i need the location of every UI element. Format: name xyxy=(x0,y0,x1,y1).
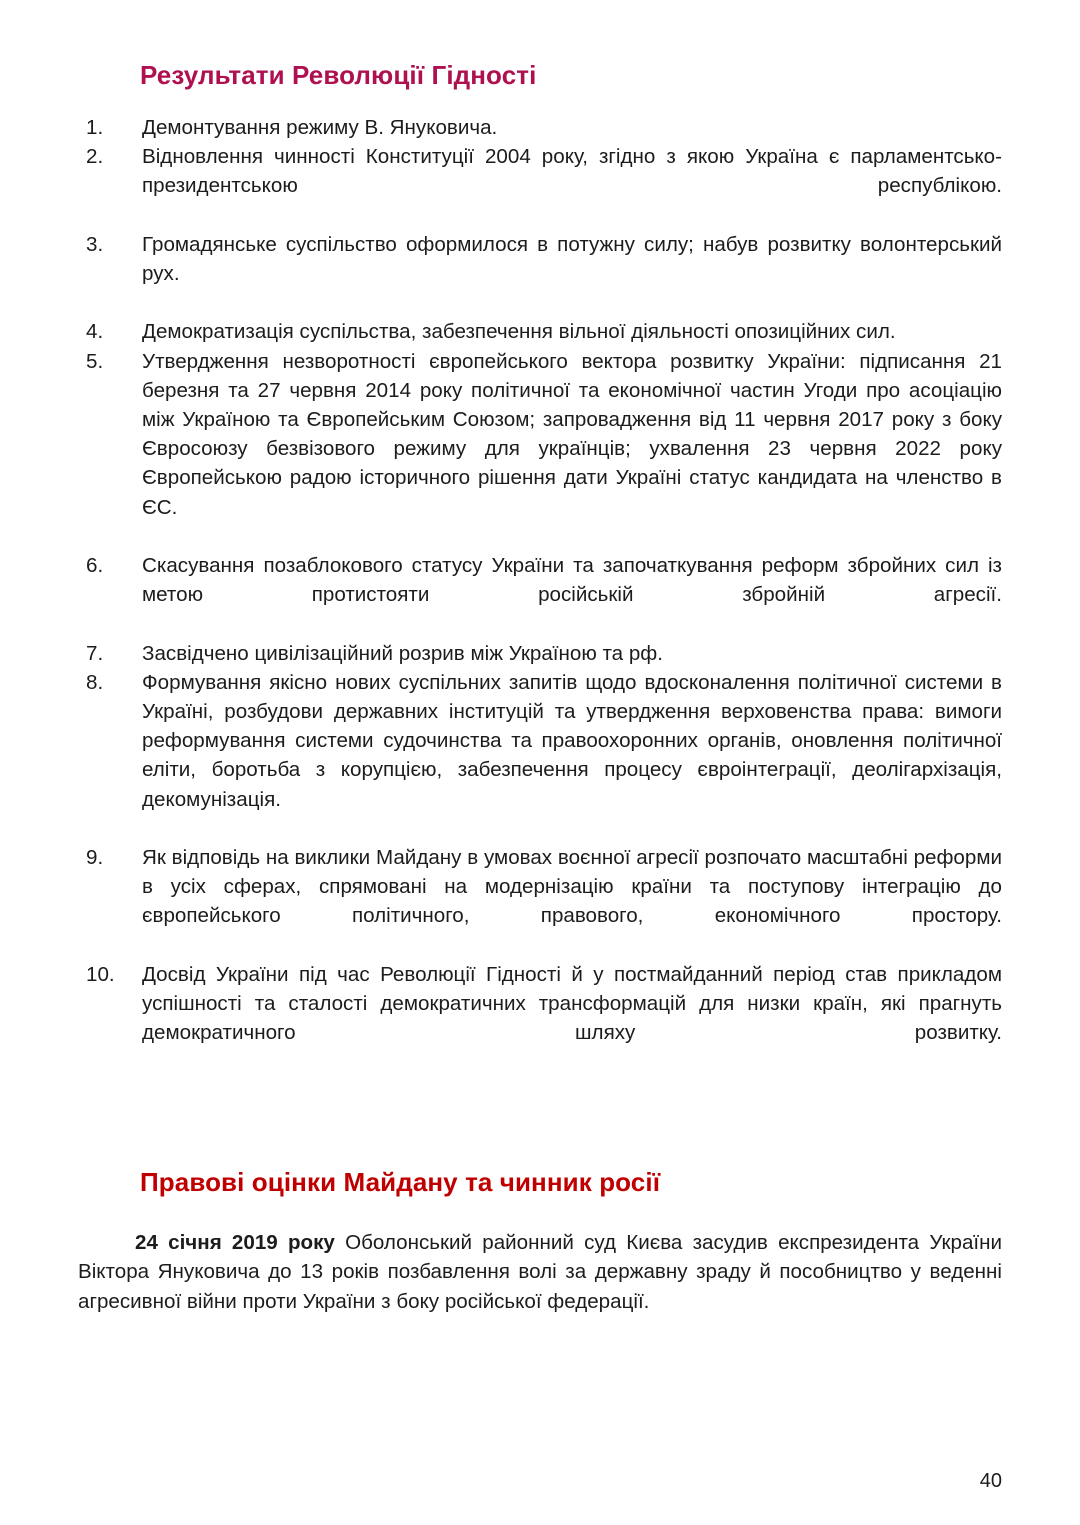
list-item-number: 7. xyxy=(86,641,104,665)
page-content xyxy=(78,0,1002,1316)
list-item xyxy=(78,960,1002,1077)
list-item-number: 6. xyxy=(86,554,104,578)
section-spacer xyxy=(78,1077,1002,1119)
list-item-text: Відновлення чинності Конституції 2004 року, згідно з якою Україна є парламентсько-президентською республікою. xyxy=(142,145,1002,198)
list-item-text: Скасування позаблокового статусу України та започаткування реформ збройних сил із метою протистояти російській збройній агресії. xyxy=(142,554,1002,607)
list-item xyxy=(78,317,1002,346)
closing-paragraph-date: 24 січня 2019 року xyxy=(135,1230,335,1254)
list-item-number: 10. xyxy=(86,962,115,986)
list-item-text: Громадянське суспільство оформилося в потужну силу; набув розвитку волонтерський рух. xyxy=(142,232,1002,286)
list-item xyxy=(78,843,1002,960)
list-item-text: Утвердження незворотності європейського вектора розвитку України: підписання 21 березня та 27 червня 2014 року політичної та економічної частин Угоди про асоціацію між Україною та Європейським Союзом; запровадження від 11 червня 2017 року з боку Євросоюзу безвізового режиму для українців; ухвалення 23 червня 2022 року Європейською радою історичного рішення дати Україні статус кандидата на членство в ЄС. xyxy=(142,349,1002,519)
list-item-text: Формування якісно нових суспільних запитів щодо вдосконалення політичної системи в Україні, розбудови державних інституцій та утвердження верховенства права: вимоги реформування системи судочинства та правоохоронних органів, оновлення політичної еліти, боротьба з корупцією, забезпечення процесу євроінтеграції, деолігархізація, декомунізація. xyxy=(142,670,1002,811)
list-item xyxy=(78,639,1002,668)
list-item-text: Досвід України під час Революції Гідності й у постмайданний період став прикладом успішності та сталості демократичних трансформацій для низки країн, які прагнуть демократичного шляху розвитку. xyxy=(142,962,1002,1045)
list-item-number: 5. xyxy=(86,349,104,373)
list-item-text: Демократизація суспільства, забезпечення вільної діяльності опозиційних сил. xyxy=(142,320,896,344)
list-item xyxy=(78,551,1002,639)
list-item-number: 9. xyxy=(86,846,104,870)
section-heading-legal-wrap xyxy=(78,1119,1002,1198)
list-item-number: 1. xyxy=(86,116,104,139)
page-title-results: Результати Революції Гідності xyxy=(140,60,537,90)
page-number: 40 xyxy=(979,1470,1002,1492)
list-item xyxy=(78,668,1002,843)
list-item-number: 4. xyxy=(86,320,104,344)
results-list xyxy=(78,113,1002,1077)
list-item-number: 3. xyxy=(86,232,104,256)
list-item-text: Як відповідь на виклики Майдану в умовах воєнної агресії розпочато масштабні реформи в усіх сферах, спрямовані на модернізацію країни та поступову інтеграцію до європейського політичного, правового, економічного простору. xyxy=(142,846,1002,928)
section-heading-results-wrap xyxy=(78,0,1002,91)
list-item-number: 2. xyxy=(86,145,104,169)
page-title-legal-assessments: Правові оцінки Майдану та чинник росії xyxy=(140,1166,661,1197)
closing-paragraph-body: Оболонський районний суд Києва засудив експрезидента України Віктора Януковича до 13 років позбавлення волі за державну зраду й пособництво у веденні агресивної війни проти України з боку російської федерації. xyxy=(78,1230,1003,1313)
closing-paragraph xyxy=(78,1228,1002,1316)
list-item-text: Демонтування режиму В. Януковича. xyxy=(142,116,498,139)
list-item-text: Засвідчено цивілізаційний розрив між Україною та рф. xyxy=(142,641,663,665)
list-item xyxy=(78,347,1002,551)
list-item xyxy=(78,142,1002,230)
list-item xyxy=(78,113,1002,142)
list-item-number: 8. xyxy=(86,670,104,694)
list-item xyxy=(78,230,1002,318)
